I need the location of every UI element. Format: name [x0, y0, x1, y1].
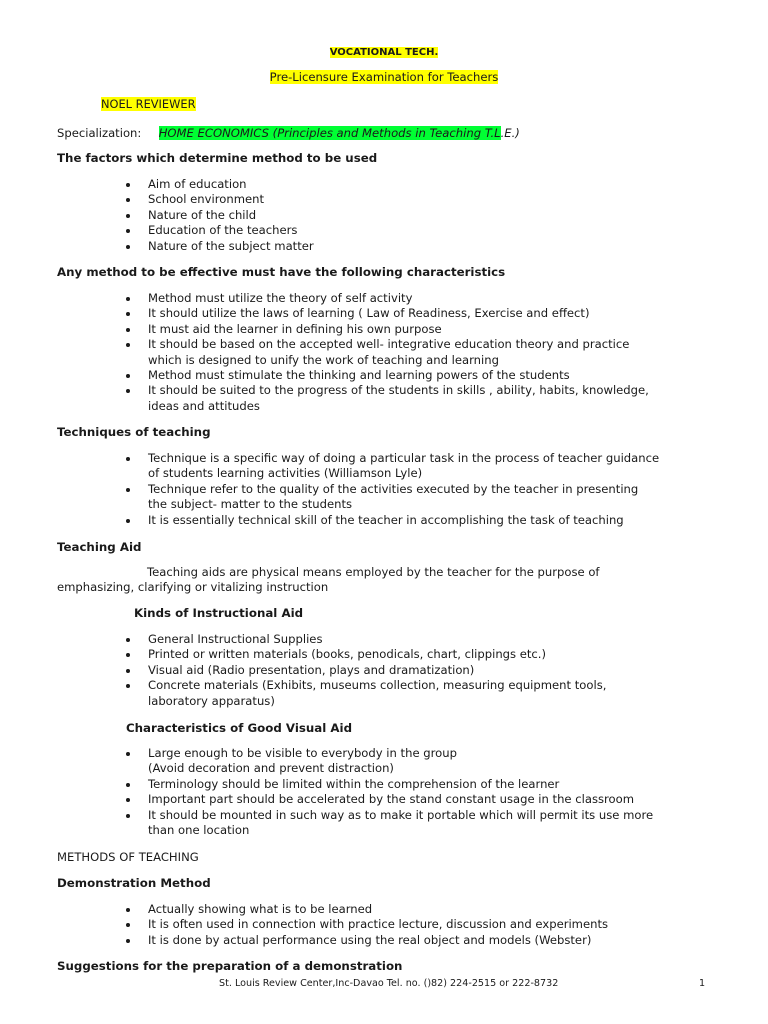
specialization-line: [57, 126, 520, 141]
list-item: It should be mounted in such way as to make it portable which will permit its use more: [126, 808, 653, 823]
list-item: It should be suited to the progress of the students in skills , ability, habits, knowledge,: [126, 383, 649, 398]
reviewer-name: NOEL REVIEWER: [101, 97, 196, 111]
list-item: It is done by actual performance using the real object and models (Webster): [126, 933, 608, 948]
characteristics-list: [126, 291, 649, 414]
list-item-continuation: than one location: [148, 823, 250, 838]
section-heading-teaching-aid: Teaching Aid: [57, 540, 142, 554]
section-heading-factors: The factors which determine method to be used: [57, 151, 378, 165]
list-item: Method must stimulate the thinking and learning powers of the students: [126, 368, 649, 383]
list-item: Important part should be accelerated by the stand constant usage in the classroom: [126, 792, 653, 807]
factors-list: [126, 177, 314, 254]
list-item: Actually showing what is to be learned: [126, 902, 608, 917]
list-item: Printed or written materials (books, penodicals, chart, clippings etc.): [126, 647, 606, 662]
list-item: It is often used in connection with practice lecture, discussion and experiments: [126, 917, 608, 932]
list-item: It must aid the learner in defining his own purpose: [126, 322, 649, 337]
doc-title: VOCATIONAL TECH.: [329, 47, 439, 58]
specialization-label: Specialization:: [57, 126, 142, 140]
doc-title-row: [0, 44, 768, 60]
section-heading-methods: METHODS OF TEACHING: [57, 850, 199, 864]
list-item: Concrete materials (Exhibits, museums collection, measuring equipment tools,: [126, 678, 606, 693]
list-item: Technique is a specific way of doing a particular task in the process of teacher guidance: [126, 451, 659, 466]
teaching-aid-paragraph-line2: emphasizing, clarifying or vitalizing instruction: [57, 580, 329, 594]
doc-subtitle: Pre-Licensure Examination for Teachers: [269, 70, 499, 84]
list-item: It should utilize the laws of learning ( Law of Readiness, Exercise and effect): [126, 306, 649, 321]
list-item-continuation: of students learning activities (Williamson Lyle): [148, 466, 423, 481]
list-item: It should be based on the accepted well- integrative education theory and practice: [126, 337, 649, 352]
reviewer-row: [101, 97, 196, 112]
list-item: Method must utilize the theory of self activity: [126, 291, 649, 306]
list-item-continuation: (Avoid decoration and prevent distraction): [148, 761, 394, 776]
list-item-continuation: which is designed to unify the work of teaching and learning: [148, 352, 499, 367]
list-item: Education of the teachers: [126, 223, 314, 238]
list-item: General Instructional Supplies: [126, 632, 606, 647]
specialization-suffix: .E.): [500, 126, 520, 140]
teaching-aid-paragraph-line1: Teaching aids are physical means employed by the teacher for the purpose of: [147, 565, 600, 579]
section-heading-techniques: Techniques of teaching: [57, 425, 211, 439]
list-item: Nature of the child: [126, 208, 314, 223]
list-item: It is essentially technical skill of the teacher in accomplishing the task of teaching: [126, 513, 659, 528]
list-item: Aim of education: [126, 177, 314, 192]
list-item: Large enough to be visible to everybody in the group: [126, 746, 653, 761]
list-item-continuation: the subject- matter to the students: [148, 497, 353, 512]
page-number: 1: [699, 978, 706, 989]
footer-text: St. Louis Review Center,Inc-Davao Tel. no. ()82) 224-2515 or 222-8732: [219, 978, 559, 989]
techniques-list: [126, 451, 659, 528]
list-item: Visual aid (Radio presentation, plays and dramatization): [126, 663, 606, 678]
list-item: Technique refer to the quality of the activities executed by the teacher in presenting: [126, 482, 659, 497]
demonstration-list: [126, 902, 608, 948]
list-item-continuation: laboratory apparatus): [148, 693, 275, 708]
list-item: Terminology should be limited within the comprehension of the learner: [126, 777, 653, 792]
doc-subtitle-row: [0, 70, 768, 85]
section-heading-demonstration: Demonstration Method: [57, 876, 211, 890]
section-heading-suggestions: Suggestions for the preparation of a demonstration: [57, 959, 403, 973]
specialization-value: HOME ECONOMICS (Principles and Methods in Teaching T.L: [158, 126, 501, 140]
visual-aid-list: [126, 746, 653, 838]
section-heading-kinds: Kinds of Instructional Aid: [134, 606, 304, 620]
section-heading-characteristics: Any method to be effective must have the following characteristics: [57, 265, 506, 279]
section-heading-visual-aid: Characteristics of Good Visual Aid: [126, 721, 353, 735]
list-item: School environment: [126, 192, 314, 207]
list-item-continuation: ideas and attitudes: [148, 398, 260, 413]
kinds-list: [126, 632, 606, 709]
list-item: Nature of the subject matter: [126, 239, 314, 254]
